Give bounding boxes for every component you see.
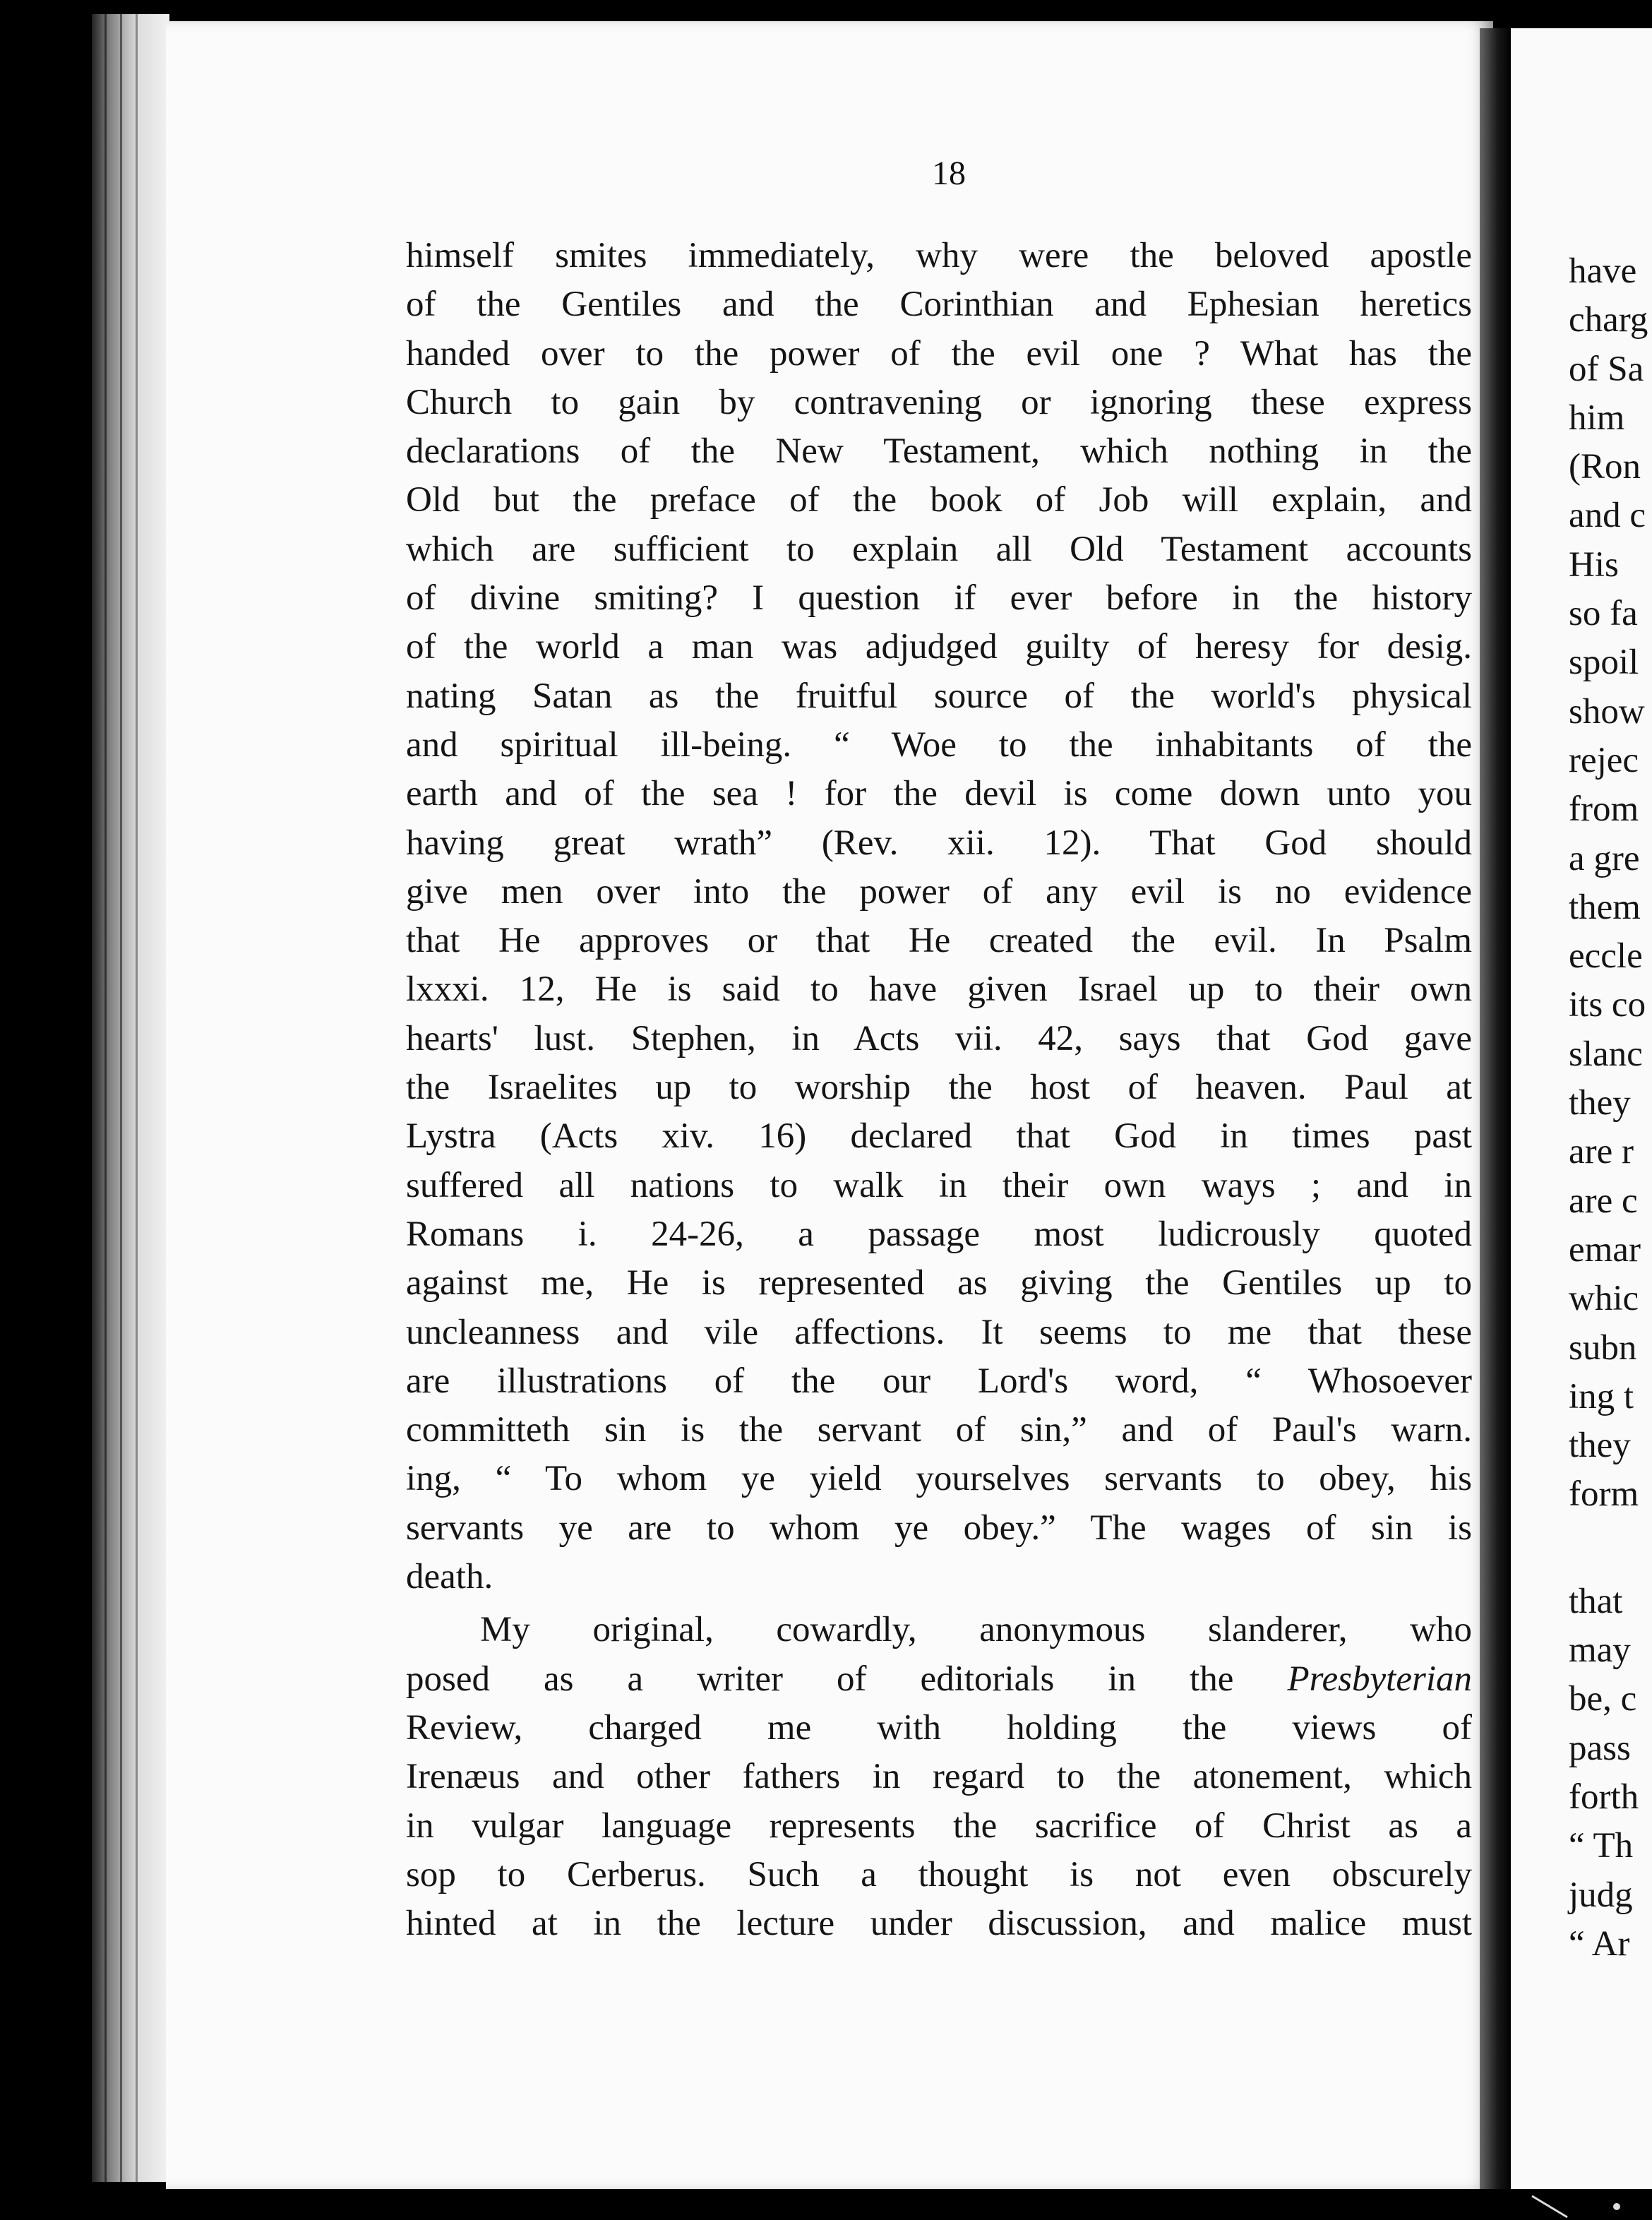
scan-artifact-marks bbox=[1518, 2192, 1652, 2220]
text-line: sop to Cerberus. Such a thought is not even obscurely bbox=[406, 1854, 1472, 1894]
text-line: having great wrath” (Rev. xii. 12). That God should bbox=[406, 823, 1472, 863]
fragment-line: emar bbox=[1569, 1229, 1641, 1270]
fragment-line: and c bbox=[1569, 496, 1646, 536]
text-line: the Israelites up to worship the host of heaven. Paul at bbox=[406, 1068, 1472, 1108]
fragment-line: eccle bbox=[1569, 936, 1643, 977]
text-line: against me, He is represented as giving the Gentiles up to bbox=[406, 1263, 1472, 1303]
fragment-line: are r bbox=[1569, 1132, 1634, 1172]
text-line: nating Satan as the fruitful source of the world's physical bbox=[406, 676, 1472, 716]
fragment-line: him bbox=[1569, 398, 1625, 438]
fragment-line: rejec bbox=[1569, 740, 1639, 780]
fragment-line: so fa bbox=[1569, 594, 1638, 634]
text-line bbox=[406, 1655, 1472, 1704]
fragment-line: a gre bbox=[1569, 838, 1640, 878]
text-line: Irenæus and other fathers in regard to the atonement, which bbox=[406, 1757, 1472, 1797]
text-line: Old but the preface of the book of Job will explain, and bbox=[406, 480, 1472, 520]
fragment-line: pass bbox=[1569, 1728, 1631, 1768]
page-number: 18 bbox=[932, 155, 966, 192]
text-line: Church to gain by contravening or ignoring these express bbox=[406, 382, 1472, 422]
fragment-line: form bbox=[1569, 1474, 1639, 1515]
book-binding-edge bbox=[92, 14, 169, 2182]
text-line: Review, charged me with holding the views of bbox=[406, 1707, 1472, 1748]
text-line: of the world a man was adjudged guilty of heresy for desig. bbox=[406, 627, 1472, 667]
fragment-line: they bbox=[1569, 1083, 1631, 1123]
fragment-line: His bbox=[1569, 544, 1619, 585]
text-line: earth and of the sea ! for the devil is come down unto you bbox=[406, 774, 1472, 814]
fragment-line: that bbox=[1569, 1581, 1623, 1621]
text-line: himself smites immediately, why were the beloved apostle bbox=[406, 236, 1472, 275]
text-line: committeth sin is the servant of sin,” and of Paul's warn. bbox=[406, 1410, 1472, 1450]
text-line: of divine smiting? I question if ever before in the history bbox=[406, 578, 1472, 619]
text-line: declarations of the New Testament, which nothing in the bbox=[406, 431, 1472, 472]
text-line: and spiritual ill-being. “ Woe to the inhabitants of the bbox=[406, 724, 1472, 765]
text-line: that He approves or that He created the evil. In Psalm bbox=[406, 921, 1472, 961]
fragment-line: show bbox=[1569, 691, 1645, 732]
text-line: Romans i. 24-26, a passage most ludicrously quoted bbox=[406, 1214, 1472, 1254]
fragment-line: spoil bbox=[1569, 643, 1639, 683]
text-line: which are sufficient to explain all Old Testament accounts bbox=[406, 529, 1472, 569]
fragment-line: may bbox=[1569, 1630, 1631, 1671]
fragment-line: they bbox=[1569, 1426, 1631, 1466]
fragment-line: judg bbox=[1569, 1875, 1633, 1915]
text-line: are illustrations of the our Lord's word, “ Whosoever bbox=[406, 1361, 1472, 1401]
text-line: handed over to the power of the evil one ? What has the bbox=[406, 333, 1472, 374]
fragment-line: (Ron bbox=[1569, 447, 1641, 487]
fragment-line: from bbox=[1569, 789, 1639, 830]
fragment-line: its co bbox=[1569, 985, 1646, 1025]
text-line-start: posed as a writer of editorials in the bbox=[406, 1659, 1288, 1699]
text-line: hinted at in the lecture under discussion, and malice must bbox=[406, 1904, 1472, 1944]
fragment-line: “ Ar bbox=[1569, 1923, 1630, 1964]
text-line: suffered all nations to walk in their own ways ; and in bbox=[406, 1165, 1472, 1205]
fragment-line: ing t bbox=[1569, 1376, 1634, 1416]
text-line: in vulgar language represents the sacrifice of Christ as a bbox=[406, 1806, 1472, 1846]
text-line: death. bbox=[406, 1557, 493, 1597]
fragment-line: have bbox=[1569, 251, 1637, 291]
italic-title: Presbyterian bbox=[1287, 1659, 1472, 1699]
text-line: servants ye are to whom ye obey.” The wages of sin is bbox=[406, 1508, 1472, 1548]
text-line: give men over into the power of any evil is no evidence bbox=[406, 871, 1472, 912]
text-line: uncleanness and vile affections. It seems to me that these bbox=[406, 1312, 1472, 1352]
text-line: lxxxi. 12, He is said to have given Israel up to their own bbox=[406, 969, 1472, 1010]
fragment-line: slanc bbox=[1569, 1034, 1643, 1074]
fragment-line: them bbox=[1569, 887, 1641, 927]
fragment-line: “ Th bbox=[1569, 1826, 1634, 1866]
fragment-line: whic bbox=[1569, 1279, 1639, 1319]
text-line: ing, “ To whom ye yield yourselves servants to obey, his bbox=[406, 1459, 1472, 1499]
right-page-text-fragments bbox=[1569, 247, 1652, 1969]
fragment-line: of Sa bbox=[1569, 349, 1644, 389]
fragment-line: be, c bbox=[1569, 1679, 1637, 1719]
page-gutter bbox=[1480, 28, 1512, 2189]
fragment-line: charg bbox=[1569, 300, 1648, 340]
fragment-line: forth bbox=[1569, 1777, 1639, 1817]
text-line: hearts' lust. Stephen, in Acts vii. 42, says that God gave bbox=[406, 1018, 1472, 1058]
paragraph-start-line: My original, cowardly, anonymous slanderer, who bbox=[480, 1610, 1472, 1650]
text-line: of the Gentiles and the Corinthian and Ephesian heretics bbox=[406, 285, 1472, 325]
fragment-line: subn bbox=[1569, 1327, 1637, 1368]
fragment-line: are c bbox=[1569, 1181, 1638, 1221]
text-line: Lystra (Acts xiv. 16) declared that God in times past bbox=[406, 1116, 1472, 1157]
body-text bbox=[406, 232, 1472, 1948]
